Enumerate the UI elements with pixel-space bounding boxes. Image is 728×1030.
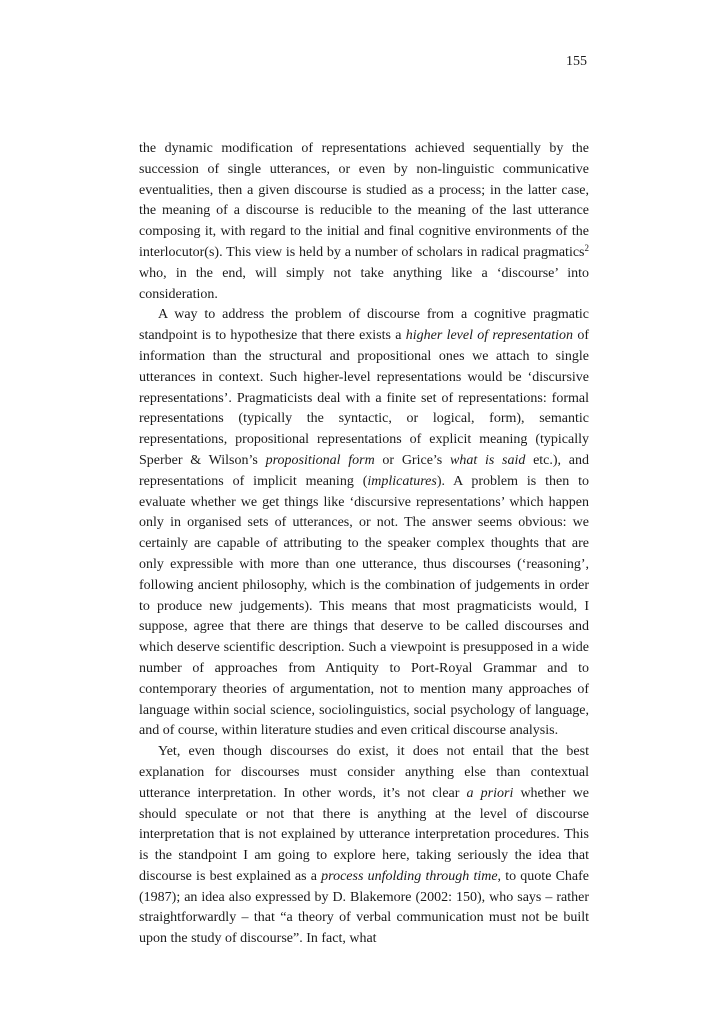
italic-term: implicatures: [367, 473, 437, 489]
page-number: 155: [566, 54, 587, 69]
text-run: whether we should speculate or not that there is anything at the level of discourse interpretation that is not explained by utterance interpretation procedures. This is the standpoint I am going to explore here, taking seriously the idea that discourse is best explained as a: [139, 785, 589, 884]
text-run: A way to address the problem of discourse from a cognitive pragmatic standpoint is to hypothesize that there exists a: [139, 307, 589, 344]
text-run: who, in the end, will simply not take anything like a ‘discourse’ into consideration.: [139, 265, 589, 302]
italic-term: process unfolding through time: [321, 868, 498, 884]
paragraph: [139, 742, 589, 950]
footnote-marker: 2: [584, 242, 589, 253]
body-text: [139, 139, 589, 950]
italic-term: higher level of representation: [405, 328, 574, 344]
text-run: Yet, even though discourses do exist, it does not entail that the best explanation for discourses must consider anything else than contextual utterance interpretation. In other words, it’s not clear: [139, 744, 589, 801]
text-run: of information than the structural and propositional ones we attach to single utterances in context. Such higher-level representations would be ‘discursive representations’. Pragmaticists deal with a finite set of representations: formal representations (typically the syntactic, or logical, form), semantic representations, propositional representations of explicit meaning (typically Sperber & Wilson’s: [139, 328, 589, 468]
italic-term: propositional form: [265, 452, 375, 468]
text-run: or Grice’s: [374, 452, 450, 468]
paragraph: [139, 139, 589, 305]
italic-term: what is said: [449, 452, 526, 468]
text-run: the dynamic modification of representations achieved sequentially by the succession of single utterances, or even by non-linguistic communicative eventualities, then a given discourse is studied as a process; in the latter case, the meaning of a discourse is reducible to the meaning of the last utterance composing it, with regard to the initial and final cognitive environments of the interlocutor(s). This view is held by a number of scholars in radical pragmatics: [139, 141, 589, 260]
text-run: etc.), and representations of implicit meaning (: [139, 452, 589, 489]
text-run: , to quote Chafe (1987); an idea also expressed by D. Blakemore (2002: 150), who says – rather straightforwardly – that “a theory of verbal communication must not be built upon the study of discourse”. In fact, what: [139, 868, 590, 947]
italic-term: a priori: [466, 785, 514, 801]
paragraph: [139, 305, 589, 742]
text-run: ). A problem is then to evaluate whether we get things like ‘discursive representations’ which happen only in organised sets of utterances, or not. The answer seems obvious: we certainly are capable of attributing to the speaker complex thoughts that are only expressible with more than one utterance, thus discourses (‘reasoning’, following ancient philosophy, which is the combination of judgements in order to produce new judgements). This means that most pragmaticists would, I suppose, agree that there are things that deserve to be called discourses and which deserve scientific description. Such a viewpoint is presupposed in a wide number of approaches from Antiquity to Port-Royal Grammar and to contemporary theories of argumentation, not to mention many approaches of language within social science, sociolinguistics, social psychology of language, and of course, within literature studies and even critical discourse analysis.: [139, 473, 590, 739]
